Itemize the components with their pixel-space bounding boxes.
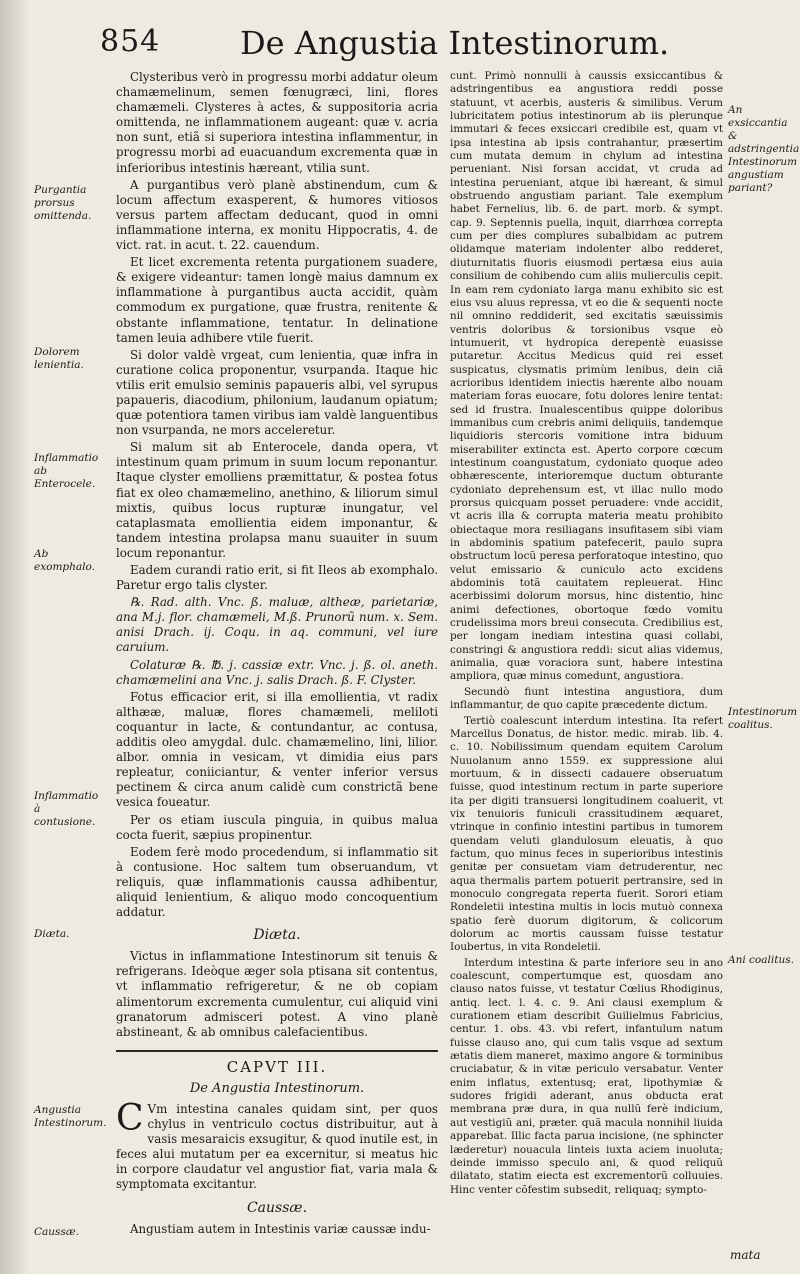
paragraph: Eodem ferè modo procedendum, si inflammatio sit à contusione. Hoc saltem tum obseruandum, vt reliquis, quæ inflammationis caussa adhibentur, aliquid lenientium, & aliquo modo concoquentium addatur. <box>116 844 438 920</box>
margin-note-angustia: Angustia Intestinorum. <box>34 1104 107 1129</box>
margin-note-contusione: Inflammatio à contusione. <box>34 790 99 828</box>
margin-note-exomphalo: Ab exomphalo. <box>34 548 95 573</box>
caussae-paragraph: Angustiam autem in Intestinis variæ caussæ indu- <box>130 1221 431 1236</box>
section-divider <box>116 1050 438 1052</box>
margin-note-enterocele: Inflammatio ab Enterocele. <box>34 452 99 490</box>
paragraph: Eadem curandi ratio erit, si fit Ileos ab exomphalo. Paretur ergo talis clyster. <box>116 563 438 593</box>
margin-note-ani-coalitus: Ani coalitus. <box>728 954 794 966</box>
margin-note-dolorem: Dolorem lenientia. <box>34 346 84 371</box>
paragraph: Interdum intestina & parte inferiore seu in ano coalescunt, compertumque est, quosdam ano clauso natos fuisse, vt testatur Cœlius Rhodiginus, antiq. lect. l. 4. c. 9. Ani clausi exemplum & curationem etiam describit Guilielmus Fabricius, centur. 1. obs. 43. vbi refert, infantulum natum fuisse clauso ano, qui cum talis vsque ad sextum ætatis diem maneret, maximo angore & torminibus cruciabatur, & in vitæ periculo versabatur. Venter enim inflatus, extentusq; erat, lipothymiæ & sudores frigidi aderant, anus obducta erat membrana præ dura, in qua nullũ ferè indicium, aut vestigiũ ani, præter. quã macula nonnihil liuida apparebat. Illic facta parua incisione, (ne sphincter læderetur) nouacula linteis iuxta aciem inuoluta; deinde immisso speculo ani, & quod reliquũ dilatato, statim eiecta est excrementorũ colluuies. Hinc venter cõfestim subsedit, reliquaq; sympto- <box>450 956 723 1196</box>
diaeta-paragraph: Victus in inflammatione Intestinorum sit tenuis & refrigerans. Ideòque æger sola ptisana sit contentus, vt inflammatio refrigeretur, & ne ob copiam alimentorum excrementa cumulentur, cui aliquid vini granatorum admisceri potest. A vino planè abstineant, & ab omnibus calefacientibus. <box>116 949 438 1039</box>
diaeta-heading: Diæta. <box>253 927 301 944</box>
margin-note-purgantia: Purgantia prorsus omittenda. <box>34 184 92 222</box>
recipe-paragraph: Colaturæ ℞. ℔. j. cassiæ extr. Vnc. j. ß. ol. aneth. chamæmelini ana Vnc. j. salis Drach. ß. F. Clyster. <box>116 657 438 687</box>
page-header <box>100 24 700 70</box>
margin-note-exsiccantia: An exsiccantia & adstringentia Intestinorum angustiam pariant? <box>728 104 800 194</box>
paragraph: Tertiò coalescunt interdum intestina. Ita refert Marcellus Donatus, de histor. medic. mirab. lib. 4. c. 10. Nobilissimum quendam equitem Carolum Nuuolanum anno 1559. ex suppressione alui mortuum, & in dissecti cadauere obseruatum fuisse, quod intestinum rectum in parte superiore ita per digiti transuersi longitudinem coaluerit, vt vix tenuioris funiculi crassitudinem æquaret, vtrinque in confinio intestini partibus in tumorem quendam veluti glandulosum eleuatis, à quo factum, quo minus feces in superioribus intestinis genitæ per consuetam viam detruderentur, nec aqua thermalis partem potuerit pertransire, sed in monoculo congregata reperta fuerit. Sorori etiam Rondeletii intestina multis in locis mutuò connexa spatio ferè duorum digitorum, & colicorum dolorum ac mortis caussam fuisse testatur Ioubertus, in vita Rondeletii. <box>450 714 723 954</box>
catchword: mata <box>730 1248 761 1262</box>
recipe-paragraph: ℞. Rad. alth. Vnc. ß. maluæ, altheæ, parietariæ, ana M.j. flor. chamæmeli, M.ß. Prunorũ num. x. Sem. anisi Drach. ij. Coqu. in aq. communi, vel iure caruium. <box>116 595 438 655</box>
paragraph: cunt. Primò nonnulli à caussis exsiccantibus & adstringentibus ea angustiora reddi posse statuunt, vt acerbis, austeris & similibus. Verum lubricitatem potius intestinorum ab iis plerunque immutari & feces exsiccari credibile est, quam vt ipsa intestina ab ipsis contrahantur, præsertim cum mutata demum in chylum ad intestina perueniant. Nisi forsan accidat, vt cruda ad intestina perueniant, atque ibi hæreant, & simul obstruendo angustiam pariant. Tale exemplum habet Fernelius, lib. 6. de part. morb. & sympt. cap. 9. Septennis puella, inquit, diarrhœa correpta cum per dies complures subalbidam ac putrem olidamque materiam indolenter albo redderet, diuturnitatis fluoris eiusmodi pertæsa eius auia consilium de cohibendo cum aliis mulierculis cepit. In eam rem cydoniato larga manu exhibito sic est eius vsu aluus repressa, vt eo die & sequenti nocte nil omnino reddiderit, sed excitatis sæuissimis ventris doloribus & torsionibus vsque eò intumuerit, vt hydropica derepentè euasisse putaretur. Accitus Medicus quid rei esset suspicatus, clysmatis primùm lenibus, dein ciã acrioribus identidem iniectis hærente albo nouam materiam foras euocare, fotu dolores lenire tentat: sed id frustra. Inualescentibus quippe doloribus immanibus cum crebris animi deliquiis, tandemque liquidioris stercoris vomitione intra biduum miserabiliter extincta est. Aperto corpore cœcum intestinum coangustatum, cydoniato quoque adeo obhærescente, interioremque ductum obturante cydoniato deprehensum est, vt illac nullo modo prorsus quicquam posset peruadere: vnde accidit, vt acris illa & corrupta materia meatu prohibito obiectaque mora resiliagans insufitasem sibi viam in abdominis spatium patefecerit, paulo supra obstructum locũ peresa perforatoque intestino, quo velut emissario & cuniculo acto excidens abdominis totã cauitatem repleuerat. Hinc acerbissimi dolorum morsus, hinc distentio, hinc animi defectiones, obortoque fœdo vomitu crudelissima mors breui consecuta. Credibilius est, per longam inediam intestina quasi collabi, constringi & angustiora reddi: sicut alias videmus, animalia, quæ voraciora sunt, habere intestina ampliora, quæ minus comedunt, angustiora. <box>450 70 723 683</box>
margin-note-diaeta: Diæta. <box>34 928 70 940</box>
margin-note-caussae: Caussæ. <box>34 1226 80 1238</box>
chapter-opening <box>116 1098 438 1193</box>
chapter-heading: CAPVT III. <box>226 1057 328 1076</box>
paragraph: Per os etiam iuscula pinguia, in quibus malua cocta fuerit, sæpius propinentur. <box>116 812 438 842</box>
margin-note-coalitus: Intestinorum coalitus. <box>728 706 798 731</box>
paragraph: Clysteribus verò in progressu morbi addatur oleum chamæmelinum, semen fœnugræci, lini, flores chamæmeli. Clysteres à actes, & suppositoria acria omittenda, ne inflammationem augeant: quæ v. acria non sunt, etiã si superiora intestina inflammentur, in progressu morbi ad euacuandum excrementa quæ in inferioribus intestinis hæreant, vtilia sunt. <box>116 70 438 175</box>
drop-cap: C <box>116 1098 144 1139</box>
paragraph: Et licet excrementa retenta purgationem suadere, & exigere videantur: tamen longè maius damnum ex inflammatione à purgantibus aucta accidit, quàm commodum ex purgatione, quæ frustra, renitente & obstante inflammatione, tentatur. In delinatione tamen leuia adhibere vtile fuerit. <box>116 255 438 345</box>
paragraph: Si dolor valdè vrgeat, cum lenientia, quæ infra in curatione colica proponentur, vsurpanda. Itaque hic vtilis erit emulsio seminis papaueris albi, vel syrupus papaueris, diacodium, philonium, laudanum opiatum; quæ potentiora tamen viribus iam valdè languentibus non vsurpanda, ne mors acceleretur. <box>116 347 438 438</box>
paragraph: Si malum sit ab Enterocele, danda opera, vt intestinum quam primum in suum locum reponantur. Itaque clyster emolliens præmittatur, & postea fotus fiat ex oleo chamæmelino, anethino, & liliorum simul mixtis, quibus locus rupturæ inungatur, vel cataplasmata emollientia eidem imponantur, & tandem intestina prolapsa manu suauiter in suum locum reponantur. <box>116 440 438 560</box>
page-gutter-shadow <box>0 0 30 1274</box>
caussae-heading: Caussæ. <box>246 1199 308 1216</box>
paragraph: Fotus efficacior erit, si illa emollientia, vt radix althææ, maluæ, flores chamæmeli, meliloti coquantur in lacte, & contundantur, ac contusa, additis oleo amygdal. dulc. chamæmelino, lini, lilior. albor. omnia in vesicam, vt dimidia eius pars repleatur, coniiciantur, & venter inferior versus pectinem & circa anum calidè cum constrictã bene vesica foueatur. <box>116 689 438 810</box>
left-column <box>116 70 438 1237</box>
chapter-subtitle: De Angustia Intestinorum. <box>189 1080 365 1096</box>
right-column <box>450 70 723 1197</box>
page-number: 854 <box>100 24 161 59</box>
running-title: De Angustia Intestinorum. <box>240 24 670 62</box>
paragraph: A purgantibus verò planè abstinendum, cum & locum affectum exasperent, & humores vitiosos versus partem affectam deducant, quod in omni inflammatione interna, ex monitu Hippocratis, 4. de vict. rat. in acut. t. 22. cauendum. <box>116 177 438 253</box>
paragraph: Secundò fiunt intestina angustiora, dum inflammantur, de quo capite præcedente dictum. <box>450 685 723 712</box>
chapter-opening-text: Vm intestina canales quidam sint, per quos chylus in ventriculo coctus distribuitur, aut à vasis mesaraicis exsugitur, & quod inutile est, in feces alui mutatum per ea excernitur, si meatus hic in corpore claudatur vel angustior fiat, varia mala & symptomata excitantur. <box>116 1102 438 1192</box>
